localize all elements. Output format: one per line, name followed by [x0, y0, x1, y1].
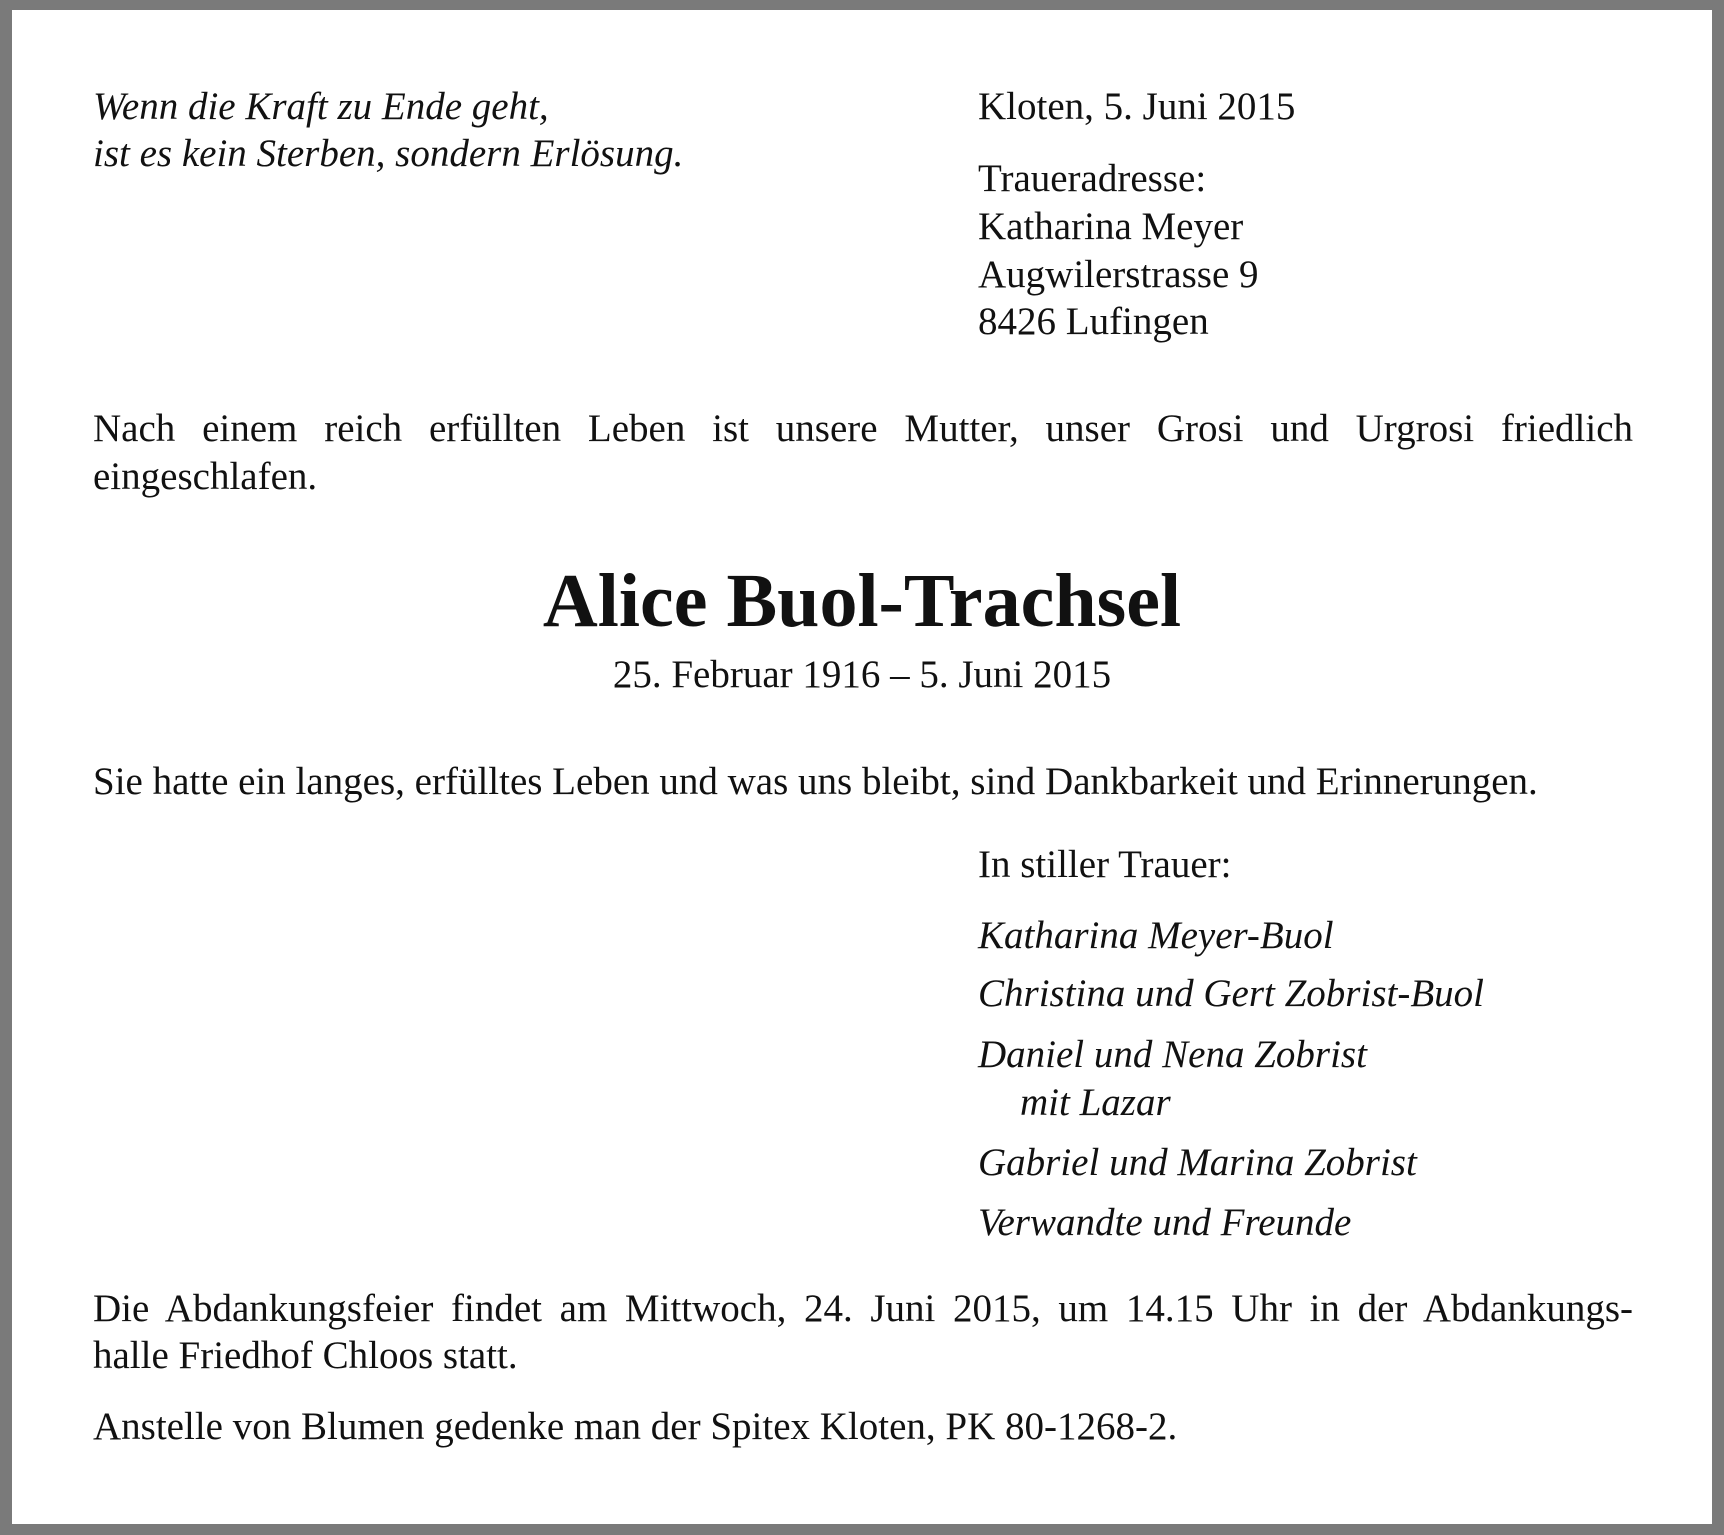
intro-line-2: eingeschlafen. [93, 455, 318, 498]
mourners-label: In stiller Trauer: [978, 843, 1232, 886]
address-city: 8426 Lufingen [978, 300, 1209, 343]
deceased-dates: 25. Februar 1916 – 5. Juni 2015 [612, 653, 1112, 696]
mourner-name: Christina und Gert Zobrist-Buol [978, 972, 1484, 1015]
motto-line-1: Wenn die Kraft zu Ende geht, [93, 85, 549, 128]
mourner-name: Daniel und Nena Zobrist [978, 1033, 1367, 1076]
place-date: Kloten, 5. Juni 2015 [978, 85, 1296, 128]
intro-line-1: Nach einem reich erfüllten Leben ist unsere Mutter, unser Grosi und Urgrosi friedlich [93, 407, 1633, 450]
mourner-name: Katharina Meyer-Buol [978, 914, 1334, 957]
address-name: Katharina Meyer [978, 205, 1244, 248]
address-label: Traueradresse: [978, 157, 1207, 200]
mourner-name-sub: mit Lazar [1020, 1081, 1171, 1124]
mourner-name: Gabriel und Marina Zobrist [978, 1141, 1417, 1184]
donation-note: Anstelle von Blumen gedenke man der Spitex Kloten, PK 80-1268-2. [93, 1405, 1178, 1448]
address-street: Augwilerstrasse 9 [978, 253, 1259, 296]
ceremony-line-1: Die Abdankungsfeier findet am Mittwoch, 24. Juni 2015, um 14.15 Uhr in der Abdankungs- [93, 1287, 1633, 1330]
deceased-name: Alice Buol-Trachsel [542, 559, 1182, 643]
tribute-text: Sie hatte ein langes, erfülltes Leben und was uns bleibt, sind Dankbarkeit und Erinnerungen. [93, 760, 1538, 803]
mourner-name: Verwandte und Freunde [978, 1201, 1352, 1244]
ceremony-line-2: halle Friedhof Chloos statt. [93, 1334, 518, 1377]
motto-line-2: ist es kein Sterben, sondern Erlösung. [93, 132, 684, 175]
